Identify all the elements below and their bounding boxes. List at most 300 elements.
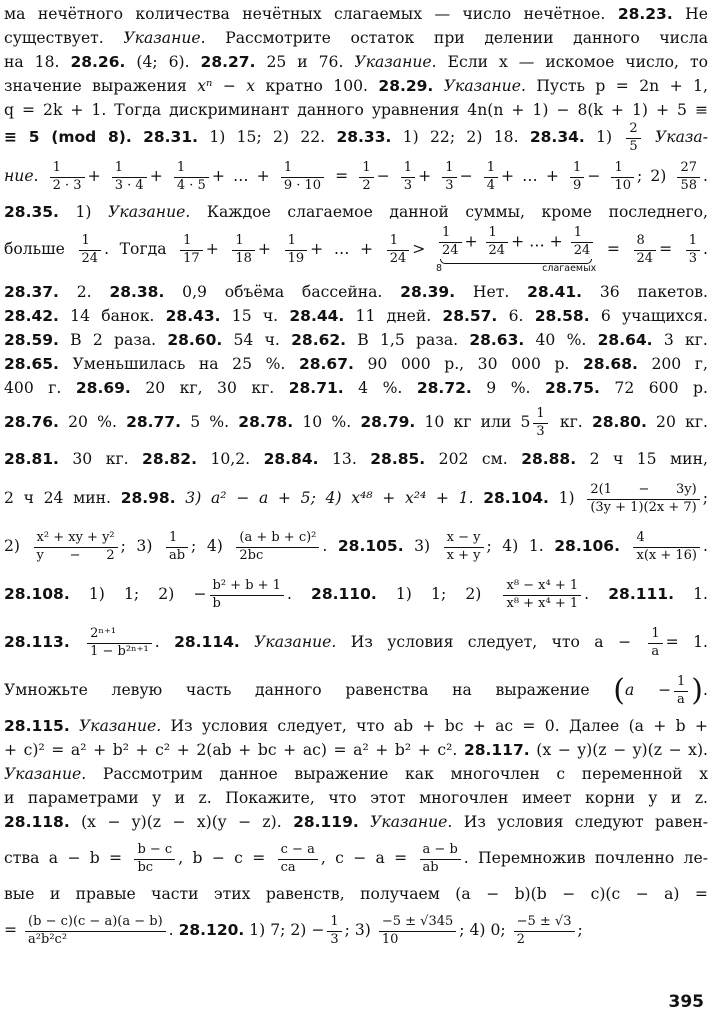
text: 1) 7; 2) − <box>249 921 325 939</box>
line-6 <box>4 122 708 152</box>
text: 6 учащихся. <box>600 307 708 325</box>
text: (x − y)(z − y)(z − x). <box>536 741 709 759</box>
text: Из условия следует, что ab + bc + ac = 0. Далее (a + b + <box>170 717 708 735</box>
answer-number: 28.41. <box>527 283 583 301</box>
numerator: 1 <box>401 161 415 178</box>
numerator: (a + b + c)² <box>236 531 319 548</box>
fraction <box>514 915 575 948</box>
text: больше <box>4 240 65 258</box>
answer-number: 28.120. <box>178 921 245 939</box>
text: 2. <box>76 283 92 301</box>
line-22 <box>4 714 708 738</box>
answer-number: 28.69. <box>75 379 131 397</box>
fraction <box>236 531 319 564</box>
text: ма нечётного количества нечётных слагаемых — число нечётное. <box>4 5 606 23</box>
fraction <box>674 675 688 708</box>
denominator: b <box>212 595 221 611</box>
numerator: 1 <box>387 234 410 251</box>
text: ; 3) <box>120 537 153 555</box>
text: В 2 раза. <box>70 331 157 349</box>
text: 1) <box>596 128 613 146</box>
denominator: bc <box>137 859 154 875</box>
denominator: 17 <box>183 250 200 266</box>
text: 0,9 объёма бассейна. <box>182 283 383 301</box>
text: 6. <box>508 307 524 325</box>
answer-number: 28.68. <box>582 355 638 373</box>
answer-number: 28.76. <box>4 413 59 431</box>
answer-number: 28.117. <box>463 741 530 759</box>
fraction <box>686 234 700 267</box>
text: 4 %. <box>358 379 403 397</box>
numerator: x − y <box>444 531 484 548</box>
hint-label: ние. <box>4 167 39 185</box>
numerator: 1 <box>611 161 634 178</box>
answer-number: 28.37. <box>4 283 59 301</box>
text: 1) 22; 2) 18. <box>402 128 519 146</box>
line-2 <box>4 26 708 50</box>
text: существует. <box>4 29 104 47</box>
text: ; 3) <box>344 921 371 939</box>
text: Не <box>685 5 708 23</box>
text: Уменьшилась на 25 %. <box>72 355 286 373</box>
numerator: 1 <box>79 234 102 251</box>
text: 20 кг. <box>656 413 708 431</box>
answer-number: 28.57. <box>442 307 498 325</box>
text: 3) <box>414 537 431 555</box>
text: 1) 1; 2) <box>88 585 175 603</box>
numerator: 1 <box>570 161 584 178</box>
answer-number: 28.65. <box>4 355 59 373</box>
denominator: 3 <box>536 423 545 439</box>
text: 30 кг. <box>72 450 129 468</box>
text: В 1,5 раза. <box>357 331 459 349</box>
answer-number: 28.26. <box>70 53 126 71</box>
denominator: 3 <box>688 250 698 266</box>
fraction <box>444 531 484 564</box>
denominator: 9 · 10 <box>283 177 322 193</box>
answer-number: 28.115. <box>4 717 70 735</box>
text: Из условия следуют равен- <box>463 813 708 831</box>
text: ; <box>577 921 583 939</box>
answer-number: 28.85. <box>370 450 426 468</box>
line-24 <box>4 762 708 786</box>
answer-number: 28.62. <box>291 331 347 349</box>
fraction <box>420 843 461 876</box>
text: и параметрами y и z. Покажите, что этот многочлен имеет корни y и z. <box>4 789 708 807</box>
answer-number: 28.72. <box>416 379 472 397</box>
fraction <box>278 843 318 876</box>
text: , c − a = <box>320 849 408 867</box>
fraction <box>112 161 147 194</box>
answer-number: 28.78. <box>238 413 294 431</box>
line-29 <box>4 906 708 954</box>
numerator: a − b <box>420 843 461 860</box>
numerator: −5 ± √3 <box>514 915 575 932</box>
fraction <box>633 531 700 564</box>
answer-number: 28.38. <box>109 283 165 301</box>
text: 1) 1; 2) <box>395 585 482 603</box>
answer-number: 28.43. <box>165 307 221 325</box>
formula: 3) a² − a + 5; 4) x⁴⁸ + x²⁴ + 1. <box>185 489 474 507</box>
text: 40 %. <box>535 331 587 349</box>
denominator: 1 − b²ⁿ⁺¹ <box>90 643 149 659</box>
answer-number: 28.111. <box>608 585 674 603</box>
fraction <box>387 234 410 267</box>
fraction <box>134 843 175 876</box>
formula: xⁿ − x <box>197 77 256 95</box>
denominator: ca <box>280 859 296 875</box>
text: ≡ 5 (mod 8). <box>4 128 132 146</box>
answer-number: 28.42. <box>4 307 59 325</box>
denominator: 19 <box>287 250 305 266</box>
line-1 <box>4 2 708 26</box>
denominator: 10 <box>381 931 399 947</box>
text: Если x — искомое число, то <box>447 53 708 71</box>
line-13 <box>4 352 708 376</box>
numerator: x⁸ − x⁴ + 1 <box>503 579 581 596</box>
answer-number: 28.34. <box>529 128 585 146</box>
denominator: 3 · 4 <box>114 177 144 193</box>
text: 1) <box>558 489 575 507</box>
fraction <box>626 122 640 154</box>
line-16 <box>4 444 708 474</box>
numerator: 1 <box>232 234 255 251</box>
text: 202 см. <box>438 450 508 468</box>
text: 1) <box>75 203 92 221</box>
answer-number: 28.84. <box>263 450 319 468</box>
numerator: 8 <box>634 234 657 251</box>
text: 2 ч 24 мин. <box>4 489 111 507</box>
answer-number: 28.108. <box>4 585 70 603</box>
text: Нет. <box>472 283 510 301</box>
fraction <box>359 161 373 194</box>
text: = <box>4 921 18 939</box>
denominator: 2 · 3 <box>52 177 82 193</box>
line-26 <box>4 810 708 834</box>
text: ; 2) <box>637 167 667 185</box>
fraction <box>79 234 102 267</box>
denominator: 24 <box>81 250 99 266</box>
fraction <box>648 627 662 660</box>
fraction <box>439 226 462 259</box>
line-18: 2) $\frac{\text{x² + xy + y²}}{y - 2}$ ; 3) $\frac{1}{ab}$ ; 4) $\frac{\text{(a + b + c)²}}{2bc}$ . 28.105. 3) $\frac{x - y}{x + y}$ ; 4) 1. 28.106. $\frac{4}{x(x + 16)}$ . <box>4 529 708 563</box>
text: . Перемножив почленно ле- <box>463 849 708 867</box>
denominator: ab <box>168 547 186 563</box>
numerator: x² + xy + y² <box>34 531 118 548</box>
line-9: больше $\frac{1}{24}$ . Тогда $\frac{1}{17}$ + $\frac{1}{18}$ + $\frac{1}{19}$ + … + $\frac{1}{24}$ > $\frac{1}{24}$ + $\frac{1}{24}$ + … + $\frac{1}{24}$ 8 слагаемых = $\frac{8}{24}$ = $\frac{1}{3}$ . <box>4 225 709 274</box>
text: 36 пакетов. <box>599 283 708 301</box>
text: 3 кг. <box>663 331 708 349</box>
numerator: 1 <box>174 161 209 178</box>
hint-label: Указание. <box>108 203 191 221</box>
fraction <box>677 161 700 194</box>
hint-label: Указа- <box>655 128 708 146</box>
numerator: 1 <box>439 226 462 243</box>
text: Рассмотрим данное выражение как многочлен с переменной x <box>102 765 708 783</box>
brace-label: 8 слагаемых <box>435 262 597 274</box>
numerator: 1 <box>533 407 547 424</box>
numerator: −5 ± √345 <box>379 915 456 932</box>
text: 10 кг или 5 <box>424 413 531 431</box>
text: 1. <box>693 585 708 603</box>
text: ства a − b = <box>4 849 123 867</box>
denominator: 3 <box>403 177 413 193</box>
fraction <box>634 234 657 267</box>
fraction <box>379 915 456 948</box>
answer-number: 28.31. <box>143 128 198 146</box>
line-21: Умножьте левую часть данного равенства на выражение (a − $\frac{1}{a}$ ). <box>4 673 708 708</box>
denominator: a <box>651 643 660 659</box>
line-20: 28.113. $\frac{\text{2ⁿ⁺¹}}{\text{1 − b²ⁿ⁺¹}}$ . 28.114. Указание. Из условия следует, что a − $\frac{1}{a}$ = 1. <box>4 625 708 659</box>
denominator: 24 <box>389 250 407 266</box>
denominator: 3 <box>445 177 454 193</box>
fraction <box>166 531 188 564</box>
fraction <box>210 579 284 612</box>
numerator: 1 <box>484 161 498 178</box>
text: 2) <box>4 537 21 555</box>
text: . <box>168 921 174 939</box>
denominator: x⁸ + x⁴ + 1 <box>506 595 579 611</box>
text: 90 000 р., 30 000 р. <box>367 355 570 373</box>
numerator: 2(1 − 3y) <box>587 483 699 500</box>
denominator: 18 <box>235 250 252 266</box>
answer-number: 28.110. <box>311 585 377 603</box>
numerator: 27 <box>677 161 700 178</box>
denominator: x(x + 16) <box>636 547 697 563</box>
answer-number: 28.67. <box>298 355 354 373</box>
denominator: 3 <box>330 931 339 947</box>
text: 1) 15; 2) 22. <box>209 128 326 146</box>
line-28 <box>4 882 708 906</box>
answer-number: 28.63. <box>469 331 525 349</box>
answer-number: 28.82. <box>142 450 197 468</box>
numerator: 2 <box>626 122 640 138</box>
fraction <box>571 226 594 259</box>
answer-number: 28.33. <box>336 128 392 146</box>
answer-number: 28.71. <box>288 379 344 397</box>
hint-label: Указание. <box>123 29 206 47</box>
numerator: 1 <box>327 915 341 932</box>
answer-number: 28.39. <box>400 283 456 301</box>
fraction <box>611 161 634 194</box>
denominator: 2 <box>516 931 525 947</box>
line-8 <box>4 200 708 224</box>
answer-number: 28.44. <box>289 307 345 325</box>
text: , b − c = <box>178 849 266 867</box>
line-3 <box>4 50 708 74</box>
answer-number: 28.58. <box>534 307 590 325</box>
denominator: 24 <box>636 250 654 266</box>
text: (x − y)(z − x)(y − z). <box>81 813 282 831</box>
line-19: 28.108. 1) 1; 2) − $\frac{\text{b² + b + 1}}{b}$ . 28.110. 1) 1; 2) $\frac{\text{x⁸ − x⁴ + 1}}{\text{x⁸ + x⁴ + 1}}$ . 28.111. 1. <box>4 577 708 611</box>
text: 2 ч 15 мин, <box>589 450 708 468</box>
answer-number: 28.23. <box>617 5 673 23</box>
text: 11 дней. <box>355 307 432 325</box>
line-17: 2 ч 24 мин. 28.98. 3) a² − a + 5; 4) x⁴⁸ + x²⁴ + 1. 28.104. 1) $\frac{2(1 - 3y)}{(3y + 1)(2x + 7)}$ ; <box>4 481 708 515</box>
numerator: 1 <box>166 531 188 548</box>
denominator: (3y + 1)(2x + 7) <box>590 499 697 515</box>
fraction <box>570 161 584 194</box>
text: 13. <box>331 450 357 468</box>
denominator: 2bc <box>239 547 264 563</box>
answer-number: 28.77. <box>126 413 182 431</box>
denominator: 24 <box>441 243 459 258</box>
hint-label: Указание. <box>354 53 437 71</box>
text: ; 4) 1. <box>486 537 544 555</box>
answer-number: 28.79. <box>360 413 416 431</box>
denominator: 2 <box>362 177 371 193</box>
answer-number: 28.113. <box>4 633 70 651</box>
line-12 <box>4 328 708 352</box>
line-4 <box>4 74 708 98</box>
numerator: 1 <box>686 234 700 251</box>
answer-number: 28.35. <box>4 203 59 221</box>
denominator: 24 <box>573 243 591 258</box>
answer-number: 28.105. <box>337 537 404 555</box>
numerator: 1 <box>285 234 308 251</box>
denominator: a <box>677 691 685 707</box>
line-11 <box>4 304 708 328</box>
numerator: 4 <box>633 531 700 548</box>
answer-number: 28.119. <box>293 813 359 831</box>
numerator: b² + b + 1 <box>210 579 284 596</box>
hint-label: Указание. <box>443 77 526 95</box>
numerator: (b − c)(c − a)(a − b) <box>25 915 166 932</box>
page-number: 395 <box>668 992 704 1012</box>
text: на 18. <box>4 53 60 71</box>
text: = 1. <box>665 633 708 651</box>
text: кг. <box>559 413 583 431</box>
hint-label: Указание. <box>79 717 162 735</box>
numerator: c − a <box>278 843 318 860</box>
numerator: 1 <box>359 161 373 178</box>
line-10 <box>4 280 708 304</box>
numerator: 1 <box>50 161 85 178</box>
answer-number: 28.106. <box>554 537 620 555</box>
denominator: a²b²c² <box>28 931 68 947</box>
text: 54 ч. <box>233 331 280 349</box>
denominator: x + y <box>446 547 481 563</box>
text: Умножьте левую часть данного равенства на выражение <box>4 681 590 699</box>
hint-label: Указание. <box>370 813 453 831</box>
fraction <box>180 234 203 267</box>
text: 10,2. <box>210 450 251 468</box>
text: + c)² = a² + b² + c² + 2(ab + bc + ac) = a² + b² + c². <box>4 741 458 759</box>
text: 20 %. <box>68 413 117 431</box>
text: кратно 100. <box>265 77 368 95</box>
text: 200 г, <box>651 355 708 373</box>
formula: a − <box>624 681 672 699</box>
text: 14 банок. <box>70 307 155 325</box>
text: q = 2k + 1. Тогда дискриминант данного уравнения 4n(n + 1) − 8(k + 1) + 5 ≡ <box>4 101 708 119</box>
answer-number: 28.59. <box>4 331 59 349</box>
answer-number: 28.60. <box>167 331 223 349</box>
fraction <box>327 915 341 948</box>
text: Рассмотрите остаток при делении данного числа <box>225 29 708 47</box>
text: 10 %. <box>302 413 352 431</box>
answer-number: 28.88. <box>521 450 577 468</box>
text: ; 4) <box>191 537 223 555</box>
answer-number: 28.98. <box>120 489 176 507</box>
numerator: 1 <box>180 234 203 251</box>
fraction <box>87 627 152 660</box>
answer-number: 28.64. <box>597 331 653 349</box>
denominator: 10 <box>614 177 631 193</box>
text: 400 г. <box>4 379 62 397</box>
numerator: 1 <box>281 161 324 178</box>
numerator: 1 <box>571 226 594 243</box>
denominator: y − 2 <box>36 547 115 563</box>
denominator: ab <box>422 859 439 875</box>
answer-number: 28.114. <box>174 633 240 651</box>
fraction <box>484 161 498 194</box>
text: Тогда <box>119 240 167 258</box>
left-paren: ( <box>613 673 625 708</box>
answer-number: 28.27. <box>200 53 256 71</box>
underbrace: $\frac{1}{24}$ + $\frac{1}{24}$ + … + $\frac{1}{24}$ 8 слагаемых <box>435 225 597 274</box>
fraction <box>533 407 547 440</box>
text: 15 ч. <box>231 307 279 325</box>
fraction <box>34 531 118 564</box>
line-7: ние. $\frac{1}{2 \cdot 3}$ + $\frac{1}{3 \cdot 4}$ + $\frac{1}{4 \cdot 5}$ + … + $\frac{1}{9 \cdot 10}$ = $\frac{1}{2}$ − $\frac{1}{3}$ + $\frac{1}{3}$ − $\frac{1}{4}$ + … + $\frac{1}{9}$ − $\frac{1}{10}$ ; 2) $\frac{27}{58}$ . <box>4 159 708 193</box>
numerator: 2ⁿ⁺¹ <box>87 627 152 644</box>
fraction <box>25 915 166 948</box>
line-27 <box>4 834 708 882</box>
text: 9 %. <box>486 379 531 397</box>
answer-number: 28.81. <box>4 450 59 468</box>
answer-number: 28.104. <box>483 489 549 507</box>
numerator: 1 <box>674 675 688 692</box>
text: 20 кг, 30 кг. <box>145 379 275 397</box>
fraction <box>503 579 581 612</box>
numerator: 1 <box>648 627 662 644</box>
fraction <box>401 161 415 194</box>
line-5 <box>4 98 708 122</box>
denominator: 9 <box>573 177 582 193</box>
fraction <box>587 483 699 516</box>
hint-label: Указание. <box>254 633 337 651</box>
denominator: 58 <box>680 177 698 193</box>
numerator: b − c <box>134 843 175 860</box>
text: 72 600 р. <box>614 379 708 397</box>
line-23 <box>4 738 708 762</box>
answer-number: 28.80. <box>591 413 647 431</box>
text: ; 4) 0; <box>459 921 506 939</box>
line-25 <box>4 786 708 810</box>
hint-label: Указание. <box>4 765 87 783</box>
denominator: 5 <box>629 138 638 154</box>
denominator: 24 <box>488 243 506 258</box>
answers-text <box>4 2 708 954</box>
denominator: 4 <box>486 177 495 193</box>
text: Каждое слагаемое данной суммы, кроме последнего, <box>206 203 708 221</box>
numerator: 1 <box>486 226 509 243</box>
numerator: 1 <box>112 161 147 178</box>
answer-number: 28.75. <box>544 379 600 397</box>
answer-number: 28.118. <box>4 813 70 831</box>
fraction <box>281 161 324 194</box>
right-paren: ) <box>691 673 704 708</box>
fraction <box>50 161 85 194</box>
text: 5 %. <box>190 413 230 431</box>
fraction <box>486 226 509 259</box>
numerator: 1 <box>442 161 456 178</box>
text: 25 и 76. <box>266 53 344 71</box>
fraction <box>232 234 255 267</box>
fraction <box>174 161 209 194</box>
text: Пусть p = 2n + 1, <box>536 77 708 95</box>
denominator: 4 · 5 <box>176 177 206 193</box>
